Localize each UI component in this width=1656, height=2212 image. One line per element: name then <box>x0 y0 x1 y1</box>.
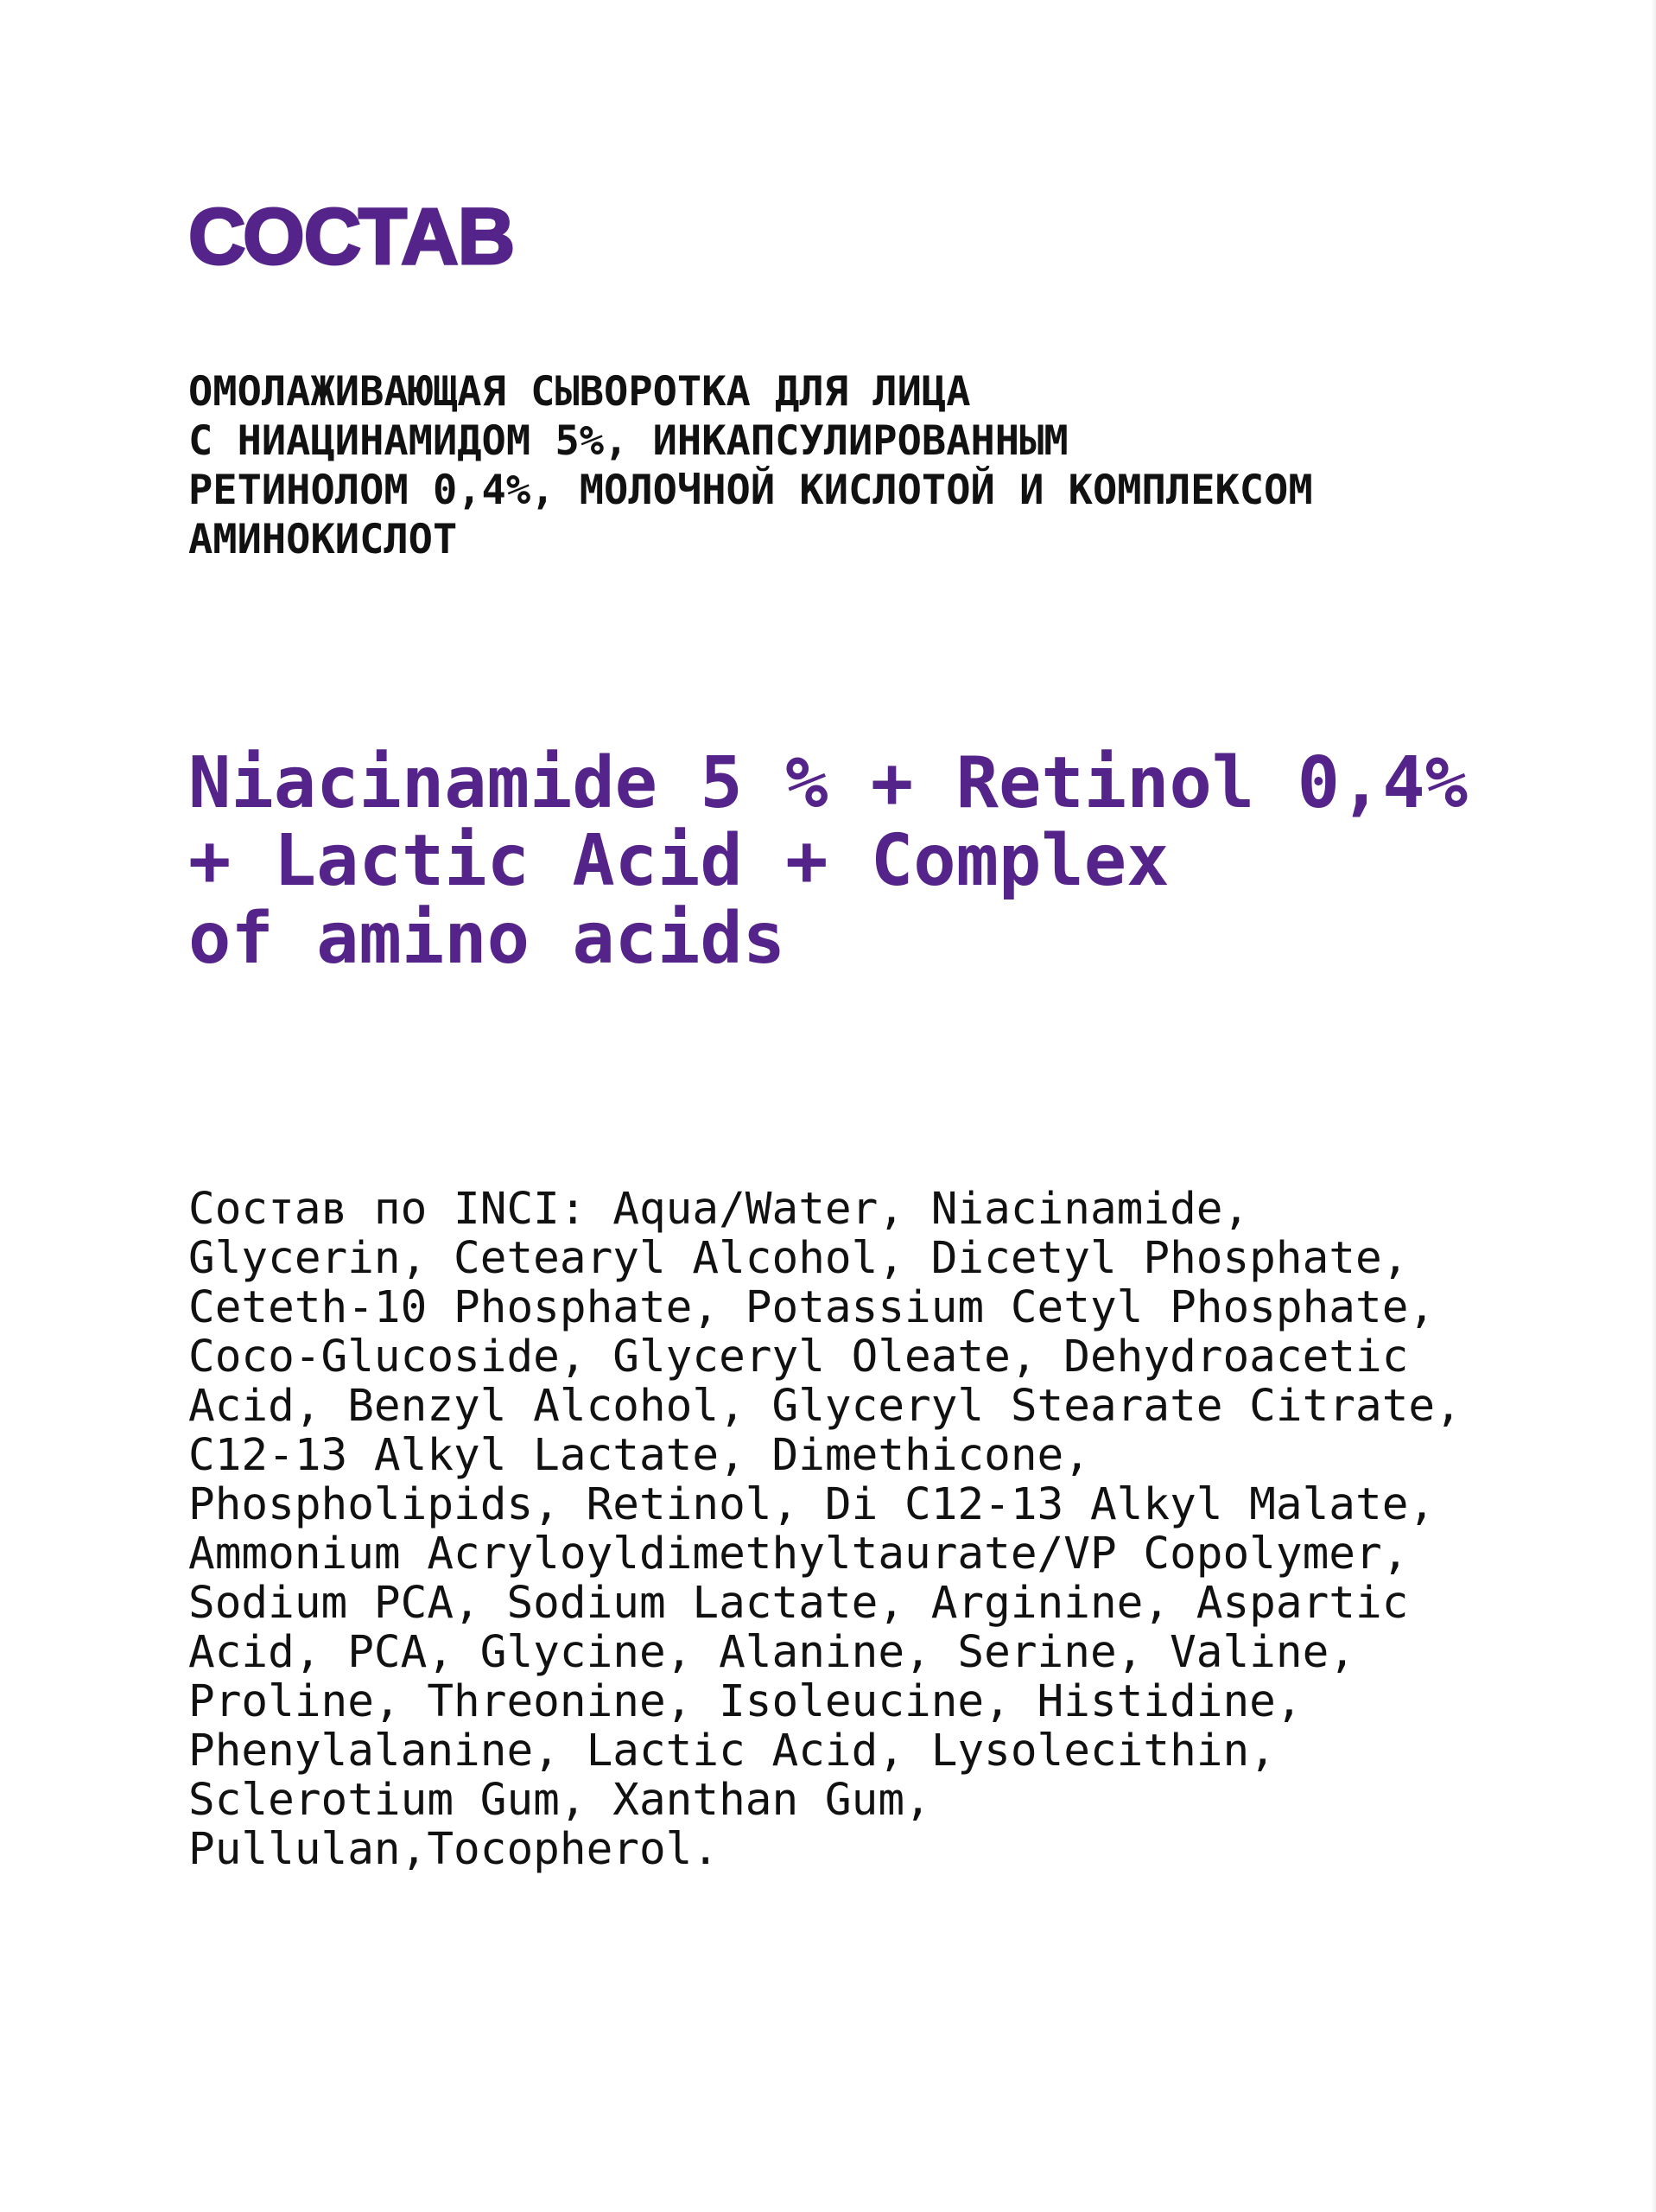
inci-ingredients-list: Состав по INCI: Aqua/Water, Niacinamide, Glycerin, Cetearyl Alcohol, Dicetyl Phosphate, Ceteth-10 Phosphate, Potassium Cetyl Phosphate, Coco-Glucoside, Glyceryl Oleate, Dehydroacetic Acid, Benzyl Alcohol, Glyceryl Stearate Citrate, C12-13 Alkyl Lactate, Dimethicone, Phospholipids, Retinol, Di C12-13 Alkyl Malate, Ammonium Acryloyldimethyltaurate/VP Copolymer, Sodium PCA, Sodium Lactate, Arginine, Aspartic Acid, PCA, Glycine, Alanine, Serine, Valine, Proline, Threonine, Isoleucine, Histidine, Phenylalanine, Lactic Acid, Lysolecithin, Sclerotium Gum, Xanthan Gum, Pullulan,Tocopherol. <box>188 1184 1462 1875</box>
product-description: ОМОЛАЖИВАЮЩАЯ СЫВОРОТКА ДЛЯ ЛИЦА С НИАЦИНАМИДОМ 5%, ИНКАПСУЛИРОВАННЫМ РЕТИНОЛОМ 0,4%, МОЛОЧНОЙ КИСЛОТОЙ И КОМПЛЕКСОМ АМИНОКИСЛОТ <box>188 368 1313 563</box>
page-edge-divider <box>1651 0 1656 2212</box>
page-title: СОСТАВ <box>188 193 515 281</box>
product-formula: Niacinamide 5 % + Retinol 0,4% + Lactic Acid + Complex of amino acids <box>188 742 1469 980</box>
